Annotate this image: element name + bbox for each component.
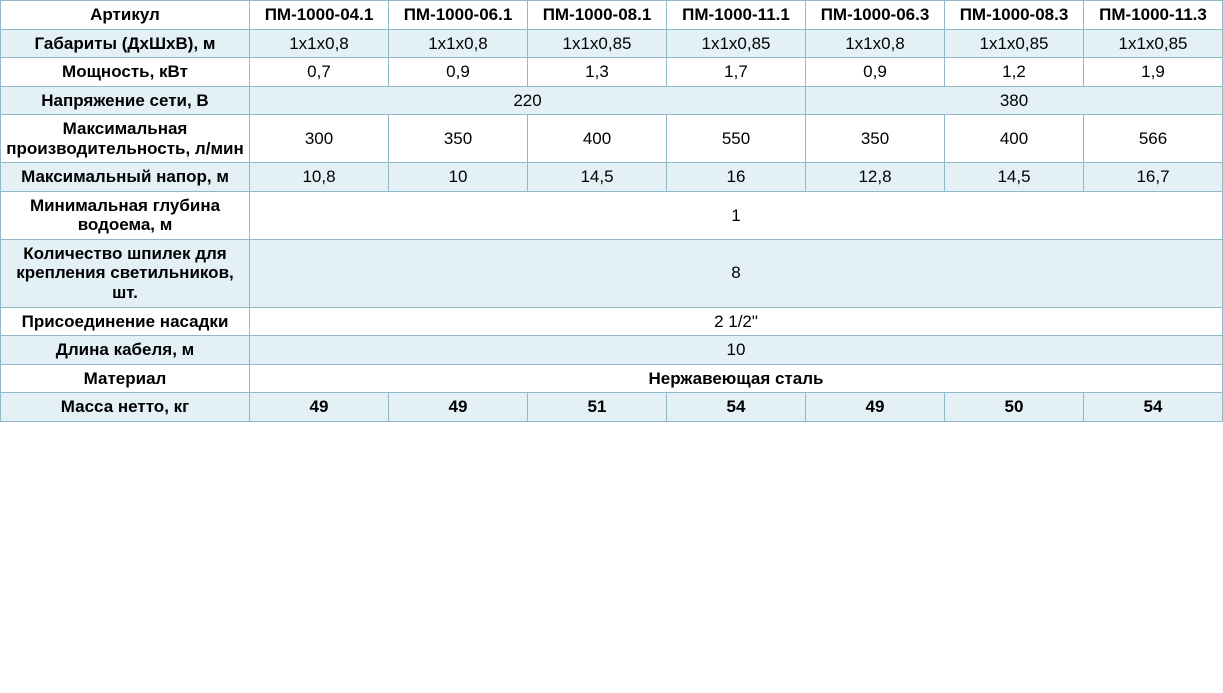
row-value: 54 — [667, 393, 806, 422]
header-param-label: Артикул — [1, 1, 250, 30]
header-column-3: ПМ-1000-08.1 — [528, 1, 667, 30]
row-value: 1х1х0,85 — [945, 29, 1084, 58]
row-value-group: Нержавеющая сталь — [250, 364, 1223, 393]
row-value: 1х1х0,85 — [528, 29, 667, 58]
header-column-6: ПМ-1000-08.3 — [945, 1, 1084, 30]
row-label: Максимальная производительность, л/мин — [1, 115, 250, 163]
row-value: 1,3 — [528, 58, 667, 87]
row-value-group: 1 — [250, 191, 1223, 239]
header-column-1: ПМ-1000-04.1 — [250, 1, 389, 30]
row-label: Мощность, кВт — [1, 58, 250, 87]
row-label: Минимальная глубина водоема, м — [1, 191, 250, 239]
table-row — [1, 163, 1223, 192]
row-label: Длина кабеля, м — [1, 336, 250, 365]
table-row — [1, 86, 1223, 115]
row-value: 16,7 — [1084, 163, 1223, 192]
row-value-group: 220 — [250, 86, 806, 115]
row-value-group: 380 — [806, 86, 1223, 115]
row-value: 1х1х0,85 — [667, 29, 806, 58]
table-row — [1, 191, 1223, 239]
row-value: 0,9 — [806, 58, 945, 87]
row-value: 12,8 — [806, 163, 945, 192]
row-value: 350 — [806, 115, 945, 163]
row-value-group: 2 1/2" — [250, 307, 1223, 336]
row-label: Габариты (ДхШхВ), м — [1, 29, 250, 58]
row-value: 1х1х0,8 — [806, 29, 945, 58]
table-row — [1, 307, 1223, 336]
row-value: 0,7 — [250, 58, 389, 87]
header-column-7: ПМ-1000-11.3 — [1084, 1, 1223, 30]
row-value: 14,5 — [528, 163, 667, 192]
row-value: 10,8 — [250, 163, 389, 192]
row-value: 1х1х0,8 — [250, 29, 389, 58]
row-value: 49 — [389, 393, 528, 422]
table-row — [1, 336, 1223, 365]
row-label: Материал — [1, 364, 250, 393]
row-value: 300 — [250, 115, 389, 163]
header-column-4: ПМ-1000-11.1 — [667, 1, 806, 30]
row-value: 1,9 — [1084, 58, 1223, 87]
row-value: 550 — [667, 115, 806, 163]
row-label: Количество шпилек для крепления светильников, шт. — [1, 239, 250, 307]
row-label: Максимальный напор, м — [1, 163, 250, 192]
table-row — [1, 29, 1223, 58]
row-value: 10 — [389, 163, 528, 192]
row-value-group: 10 — [250, 336, 1223, 365]
row-value: 50 — [945, 393, 1084, 422]
table-row — [1, 393, 1223, 422]
row-value: 350 — [389, 115, 528, 163]
row-value: 1,2 — [945, 58, 1084, 87]
row-value: 16 — [667, 163, 806, 192]
row-value: 54 — [1084, 393, 1223, 422]
header-column-5: ПМ-1000-06.3 — [806, 1, 945, 30]
table-row — [1, 239, 1223, 307]
row-value: 51 — [528, 393, 667, 422]
row-value: 1х1х0,8 — [389, 29, 528, 58]
row-value: 1х1х0,85 — [1084, 29, 1223, 58]
row-value: 400 — [945, 115, 1084, 163]
row-value: 14,5 — [945, 163, 1084, 192]
row-label: Напряжение сети, В — [1, 86, 250, 115]
table-row — [1, 364, 1223, 393]
row-value: 49 — [250, 393, 389, 422]
row-value: 400 — [528, 115, 667, 163]
row-label: Масса нетто, кг — [1, 393, 250, 422]
table-row — [1, 58, 1223, 87]
table-header-row — [1, 1, 1223, 30]
row-value-group: 8 — [250, 239, 1223, 307]
row-value: 49 — [806, 393, 945, 422]
row-label: Присоединение насадки — [1, 307, 250, 336]
table-row — [1, 115, 1223, 163]
row-value: 0,9 — [389, 58, 528, 87]
row-value: 1,7 — [667, 58, 806, 87]
row-value: 566 — [1084, 115, 1223, 163]
header-column-2: ПМ-1000-06.1 — [389, 1, 528, 30]
